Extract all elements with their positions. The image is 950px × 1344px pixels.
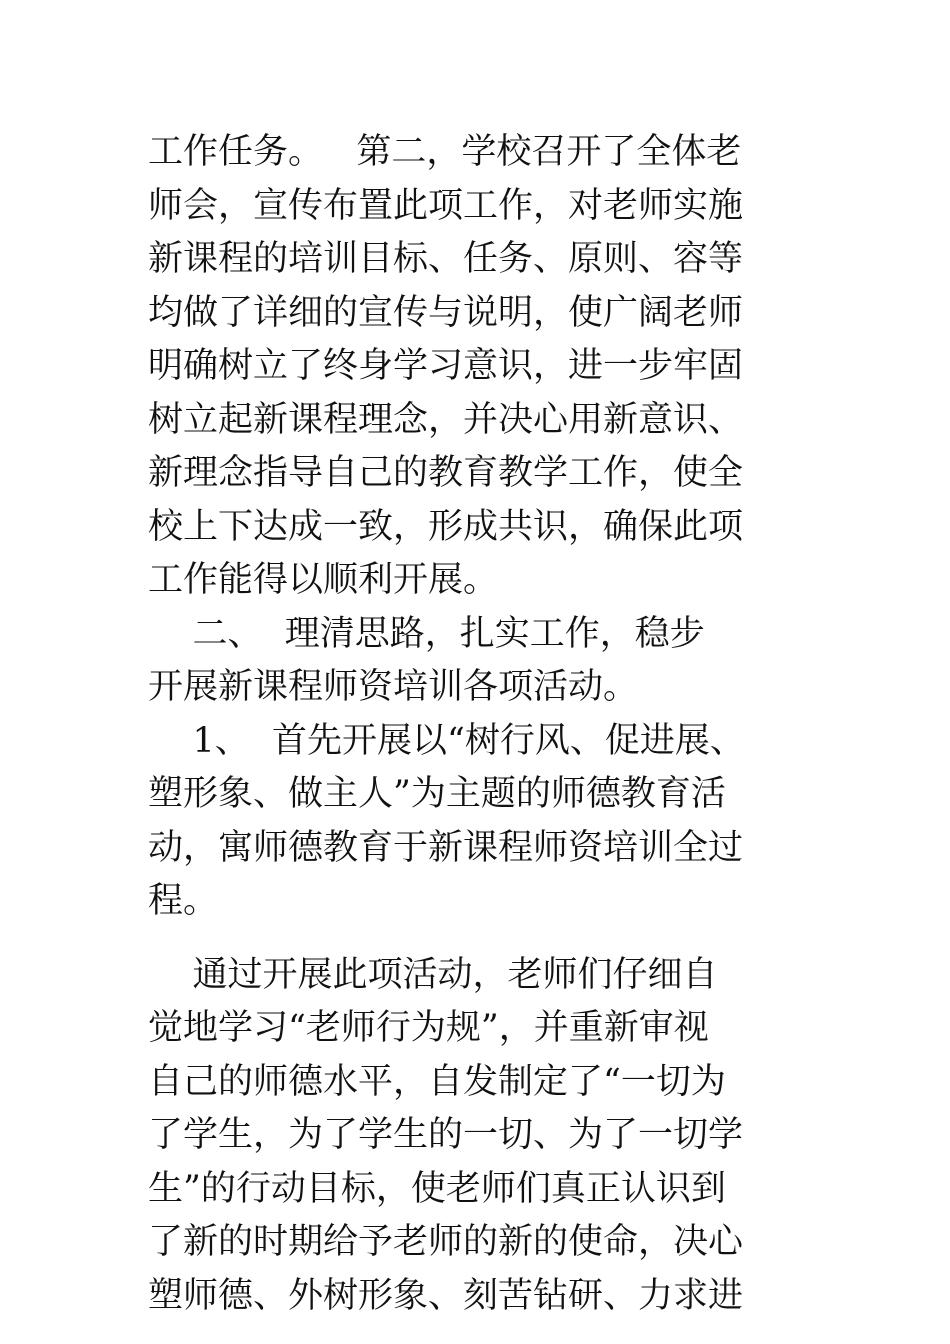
text-line: 觉地学习“老师行为规”，并重新审视 — [148, 1008, 709, 1048]
paragraph-gap — [148, 929, 848, 949]
body-text — [148, 126, 848, 1323]
text-line: 塑师德、外树形象、刻苦钻研、力求进 — [148, 1275, 744, 1316]
text-line: 塑形象、做主人”为主题的师德教育活 — [148, 774, 726, 814]
text-line: 树立起新课程理念，并决心用新意识、 — [148, 399, 744, 440]
text-line: 了新的时期给予老师的新的使命，决心 — [148, 1222, 744, 1262]
text-line: 了学生，为了学生的一切、为了一切学 — [148, 1115, 744, 1155]
text-line: 新课程的培训目标、任务、原则、容等 — [148, 239, 744, 279]
text-line: 程。 — [148, 881, 219, 921]
text-line: 通过开展此项活动，老师们仔细自 — [148, 954, 718, 995]
text-line: 新理念指导自己的教育教学工作，使全 — [148, 453, 744, 493]
text-line: 工作能得以顺利开展。 — [148, 560, 499, 600]
text-line: 自己的师德水平，自发制定了“一切为 — [148, 1061, 726, 1102]
text-line: 工作任务。 第二，学校召开了全体老 — [148, 132, 742, 172]
text-line: 明确树立了终身学习意识，进一步牢固 — [148, 346, 744, 386]
text-line: 校上下达成一致，形成共识，确保此项 — [148, 506, 744, 547]
text-line: 开展新课程师资培训各项活动。 — [148, 667, 639, 707]
text-line: 1、 首先开展以“树行风、促进展、 — [148, 720, 745, 761]
text-line: 均做了详细的宣传与说明，使广阔老师 — [148, 292, 744, 333]
text-line: 二、 理清思路，扎实工作，稳步 — [148, 613, 705, 654]
text-line: 动，寓师德教育于新课程师资培训全过 — [148, 827, 744, 868]
text-line: 师会，宣传布置此项工作，对老师实施 — [148, 185, 744, 226]
text-line: 生”的行动目标，使老师们真正认识到 — [148, 1168, 726, 1209]
